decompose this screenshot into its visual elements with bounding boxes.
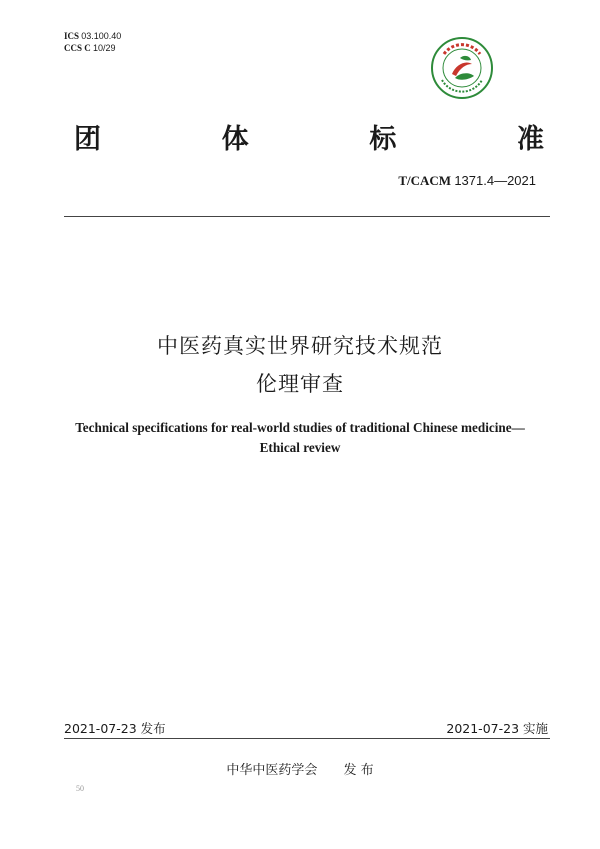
publisher-name: 中华中医药学会 — [226, 763, 318, 778]
ccs-label: CCS C — [64, 43, 91, 53]
ics-code — [64, 30, 121, 42]
header-divider — [64, 216, 550, 217]
publisher-line — [0, 759, 600, 778]
english-title-line-1: Technical specifications for real-world studies of traditional Chinese medicine— — [75, 420, 525, 435]
footer-divider — [64, 738, 550, 739]
chinese-title-line-1: 中医药真实世界研究技术规范 — [157, 334, 443, 358]
document-type-title — [74, 116, 544, 156]
ics-value: 03.100.40 — [81, 31, 122, 41]
association-logo — [430, 36, 494, 100]
implementation-date: 2021-07-23 实施 — [446, 721, 548, 736]
standard-number — [398, 173, 536, 189]
document-type-char: 团 — [74, 123, 101, 155]
ics-label: ICS — [64, 31, 80, 41]
document-type-char: 准 — [516, 123, 544, 155]
standard-prefix: T/CACM — [398, 173, 452, 188]
document-type-char: 标 — [369, 123, 397, 155]
publisher-action: 发 布 — [343, 763, 374, 778]
standard-code: 1371.4—2021 — [454, 173, 536, 188]
ccs-code — [64, 42, 116, 54]
chinese-title-line-2: 伦理审查 — [256, 372, 344, 396]
ccs-value: 10/29 — [93, 43, 116, 53]
document-type-char: 体 — [221, 123, 249, 155]
publication-date: 2021-07-23 发布 — [64, 721, 166, 736]
english-title-line-2: Ethical review — [259, 440, 341, 455]
page-number: 50 — [76, 784, 84, 793]
association-logo-emblem-icon — [430, 36, 494, 100]
